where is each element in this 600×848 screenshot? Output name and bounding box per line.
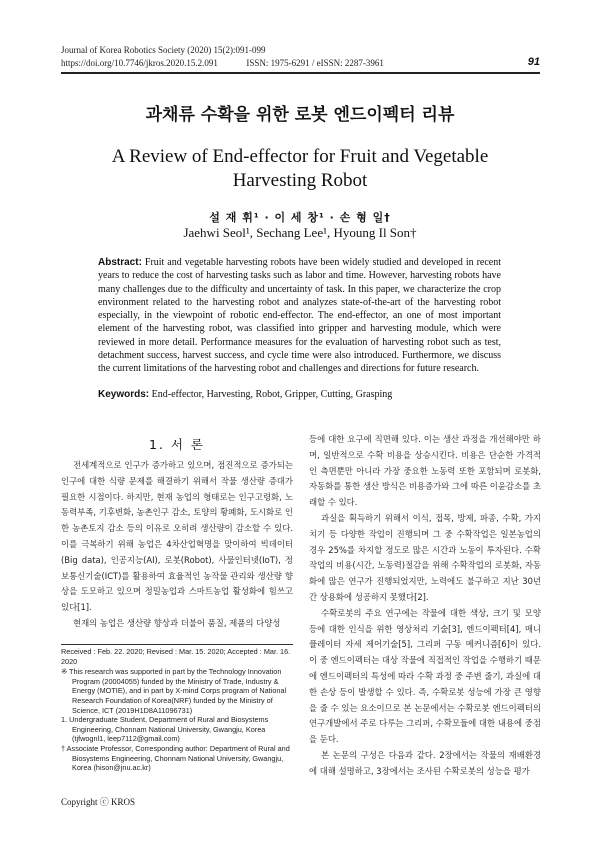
keywords bbox=[98, 389, 501, 400]
paragraph: 전세계적으로 인구가 증가하고 있으며, 점진적으로 증가되는 인구에 대한 식량 문제를 해결하기 위해서 작물 생산량 증대가 필요한 시점이다. 하지만, 현재 농업의 형태로는 인구고령화, 노동력부족, 기후변화, 농촌인구 감소, 토양의 황폐화, 도시화로 인한 농촌토지 감소 등의 이유로 오히려 생산량이 감소할 수 있다. 이를 극복하기 위해 농업은 4차산업혁명을 맞이하여 빅데이터(Big data), 인공지능(AI), 로봇(Robot), 사물인터넷(IoT), 정보통신기술(ICT)를 활용하여 효율적인 농작물 관리와 생산량 향상을 도모하고 있으며 정밀농업과 스마트농업 활성화에 힘쓰고 있다[1]. bbox=[61, 460, 293, 613]
paragraph: 등에 대한 요구에 직면해 있다. 이는 생산 과정을 개선해야만 하며, 일반적으로 수확 비용을 상승시킨다. 비용은 단순한 가격적인 측면뿐만 아니라 가장 중요한 노동력 또한 포함되며 로봇화, 자동화를 통한 생산 방식은 비용증가와 그에 따른 이윤감소를 초래할 수 있다. bbox=[309, 434, 541, 508]
issn: ISSN: 1975-6291 / eISSN: 2287-3961 bbox=[246, 58, 384, 68]
english-title bbox=[40, 145, 560, 193]
authors-korean: 설 재 휘¹ · 이 세 창¹ · 손 형 일† bbox=[209, 211, 391, 224]
footnote-rule bbox=[61, 644, 293, 645]
header-rule bbox=[61, 72, 540, 74]
left-column bbox=[61, 458, 293, 632]
received-dates: Received : Feb. 22. 2020; Revised : Mar. 15. 2020; Accepted : Mar. 16. 2020 bbox=[61, 647, 291, 666]
paragraph: 과실을 획득하기 위해서 이식, 접목, 방제, 파종, 수확, 가지치기 등 다양한 작업이 진행되며 그 중 수확작업은 일본농업의 경우 25%를 차지할 정도로 많은 시간과 노동이 투자된다. 수확작업의 비용(시간, 노동력)절감을 위해 수확작업의 로봇화, 자동화에 많은 연구가 진행되었지만, 노력에도 불구하고 지난 30년간 상용화에 성공하지 못했다[2]. bbox=[309, 512, 541, 602]
page-number: 91 bbox=[527, 56, 540, 68]
journal-header bbox=[61, 44, 541, 70]
doi-link[interactable]: https://doi.org/10.7746/jkros.2020.15.2.091 bbox=[61, 58, 218, 68]
journal-citation: Journal of Korea Robotics Society (2020) 15(2):091-099 bbox=[61, 45, 266, 55]
keywords-text: End-effector, Harvesting, Robot, Gripper, Cutting, Grasping bbox=[151, 389, 393, 400]
english-title-line2: Harvesting Robot bbox=[232, 170, 368, 191]
doi-issn-line bbox=[61, 57, 541, 70]
paragraph: 현재의 농업은 생산량 향상과 더불어 품질, 제품의 다양성 bbox=[73, 617, 281, 628]
footnote-author-1: 1. Undergraduate Student, Department of Rural and Biosystems Engineering, Chonnam National University, Gwangju, Korea (tjfwognl1, leep7112@gmail.com) bbox=[61, 715, 269, 744]
paragraph: 수확로봇의 주요 연구에는 작물에 대한 색상, 크기 및 모양 등에 대한 인식을 위한 영상처리 기술[3], 엔드이펙터[4], 매니퓰레이터 자세 제어기술[5], 그리퍼 구동 메커니즘[6]이 있다. 이 중 엔드이펙터는 대상 작물에 직접적인 작업을 수행하기 때문에 엔드이펙터의 특성에 따라 수확 과정 중 주변 줄기, 과실에 대한 손상 등이 발생할 수 있다. 즉, 수확로봇 성능에 가장 큰 영향을 줄 수 있는 요소이므로 본 논문에서는 수확로봇 엔드이펙터의 연구개발에서 주로 다루는 그리퍼, 수확모듈에 대한 내용에 중점을 둔다. bbox=[309, 607, 541, 745]
copyright: Copyright ⓒ KROS bbox=[61, 797, 136, 807]
english-title-line1: A Review of End-effector for Fruit and Vegetable bbox=[111, 146, 489, 167]
keywords-label: Keywords: bbox=[98, 389, 150, 400]
footnote-funding: ※ This research was supported in part by the Technology Innovation Program (20004055) funded by the Ministry of Trade, Industry & Energy (MOTIE), and in part by X-mind Corps program of National Research Foundation of Korea(NRF) funded by the Ministry of Science, ICT (2019H1D8A1109673​1) bbox=[61, 667, 287, 715]
abstract-label: Abstract: bbox=[98, 257, 142, 268]
abstract bbox=[98, 256, 501, 376]
footnote-corresponding: † Associate Professor, Corresponding author: Department of Rural and Biosystems Engineering, Chonnam National University, Gwangju, Korea (hison@jnu.ac.kr) bbox=[61, 743, 290, 773]
section-heading: 1. 서 론 bbox=[148, 437, 206, 452]
footnotes bbox=[61, 647, 293, 773]
right-column bbox=[309, 432, 541, 780]
paragraph: 본 논문의 구성은 다음과 같다. 2장에서는 작물의 재배환경에 대해 설명하고, 3장에서는 조사된 수확로봇의 성능을 평가 bbox=[309, 749, 541, 776]
korean-title: 과채류 수확을 위한 로봇 엔드이펙터 리뷰 bbox=[145, 105, 455, 125]
authors-english: Jaehwi Seol¹, Sechang Lee¹, Hyoung Il Son† bbox=[183, 225, 417, 240]
abstract-text: Fruit and vegetable harvesting robots have been widely studied and developed in recent years to reduce the cost of harvesting tasks such as labor and time. However, harvesting robots have many challenges due to the difficulty and uncertainty of task. In this paper, we characterize the crop environment related to the harvesting robot and analyzes state-of-the-art of the harvesting robot especially, in the viewpoint of robotic end-effector. The end-effector, an one of most important element of the harvesting robot, was classified into gripper and harvesting module, which were reviewed in more detail. Performance measures for the evaluation of harvesting robot such as test, detachment success, harvest success, and cycle time were also introduced. Furthermore, we discuss the current limitations of the harvesting robot and challenges and directions for future research. bbox=[98, 257, 502, 375]
